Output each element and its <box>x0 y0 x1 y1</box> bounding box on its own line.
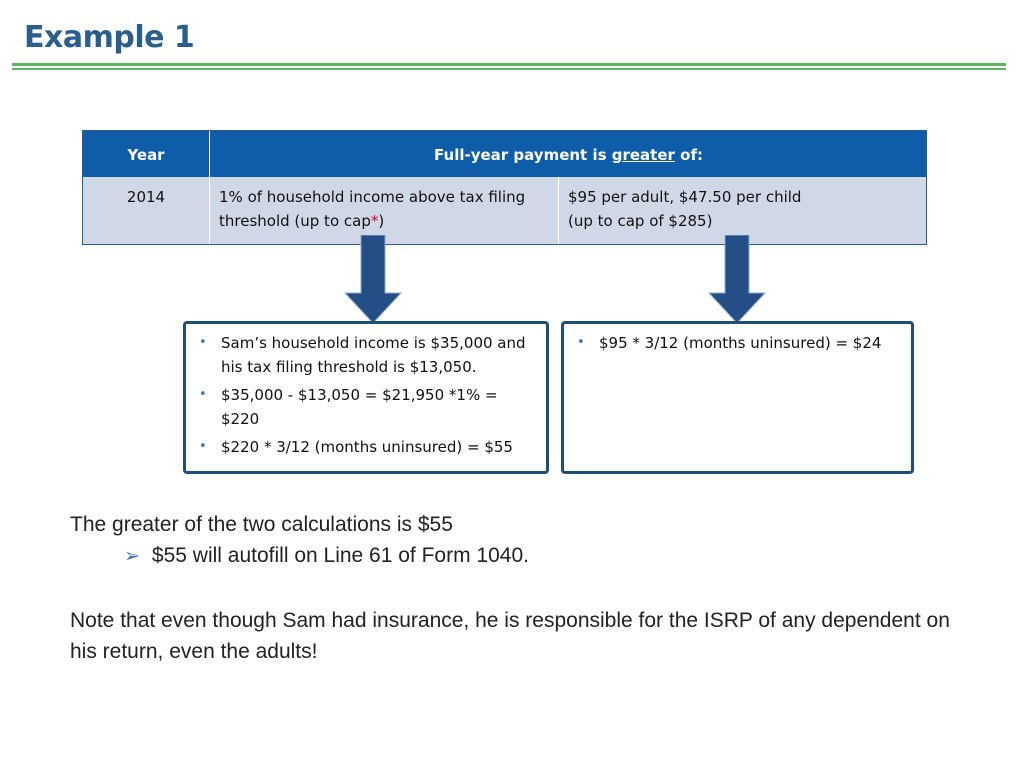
income-rule-star: * <box>370 212 379 230</box>
flat-calculation-box <box>561 321 914 474</box>
bullet-text: $220 * 3/12 (months uninsured) = $55 <box>221 438 513 456</box>
column-divider <box>209 131 210 245</box>
slide-title: Example 1 <box>24 20 195 55</box>
list-item <box>194 331 538 379</box>
flat-rule-line2: (up to cap of $285) <box>568 212 713 230</box>
header-payment-prefix: Full-year payment is <box>434 146 612 164</box>
header-payment <box>209 146 927 164</box>
column-divider <box>558 177 559 245</box>
autofill-line <box>124 544 529 568</box>
chevron-right-icon: ➢ <box>124 546 140 567</box>
list-item <box>194 435 538 459</box>
list-item <box>194 383 538 431</box>
bullet-text: Sam’s household income is $35,000 and his tax filing threshold is $13,050. <box>221 334 526 376</box>
note-paragraph: Note that even though Sam had insurance, he is responsible for the ISRP of any dependent on his return, even the adults! <box>70 609 950 663</box>
cell-year: 2014 <box>126 188 166 206</box>
header-payment-suffix: of: <box>674 146 703 164</box>
header-year: Year <box>127 146 165 164</box>
cell-flat-rule <box>568 185 908 233</box>
title-underline-secondary <box>12 68 1006 70</box>
income-calculation-box <box>183 321 549 474</box>
bullet-icon: • <box>577 335 585 350</box>
title-underline <box>12 63 1006 66</box>
bullet-icon: • <box>199 387 207 402</box>
income-rule-text: 1% of household income above tax filing threshold (up to cap <box>219 188 526 230</box>
cell-income-rule <box>219 185 559 233</box>
conclusion-line: The greater of the two calculations is $55 <box>70 513 453 536</box>
bullet-text: $95 * 3/12 (months uninsured) = $24 <box>599 334 882 352</box>
autofill-text: $55 will autofill on Line 61 of Form 1040. <box>151 544 529 567</box>
header-payment-underlined: greater <box>611 146 675 164</box>
income-rule-close: ) <box>378 212 385 230</box>
payment-table <box>82 130 927 245</box>
down-arrow-icon-right <box>707 235 767 325</box>
bullet-icon: • <box>199 335 207 350</box>
bullet-icon: • <box>199 439 207 454</box>
down-arrow-icon-left <box>343 235 403 325</box>
bullet-text: $35,000 - $13,050 = $21,950 *1% = $220 <box>221 386 498 428</box>
list-item <box>572 331 903 355</box>
flat-rule-line1: $95 per adult, $47.50 per child <box>568 188 802 206</box>
